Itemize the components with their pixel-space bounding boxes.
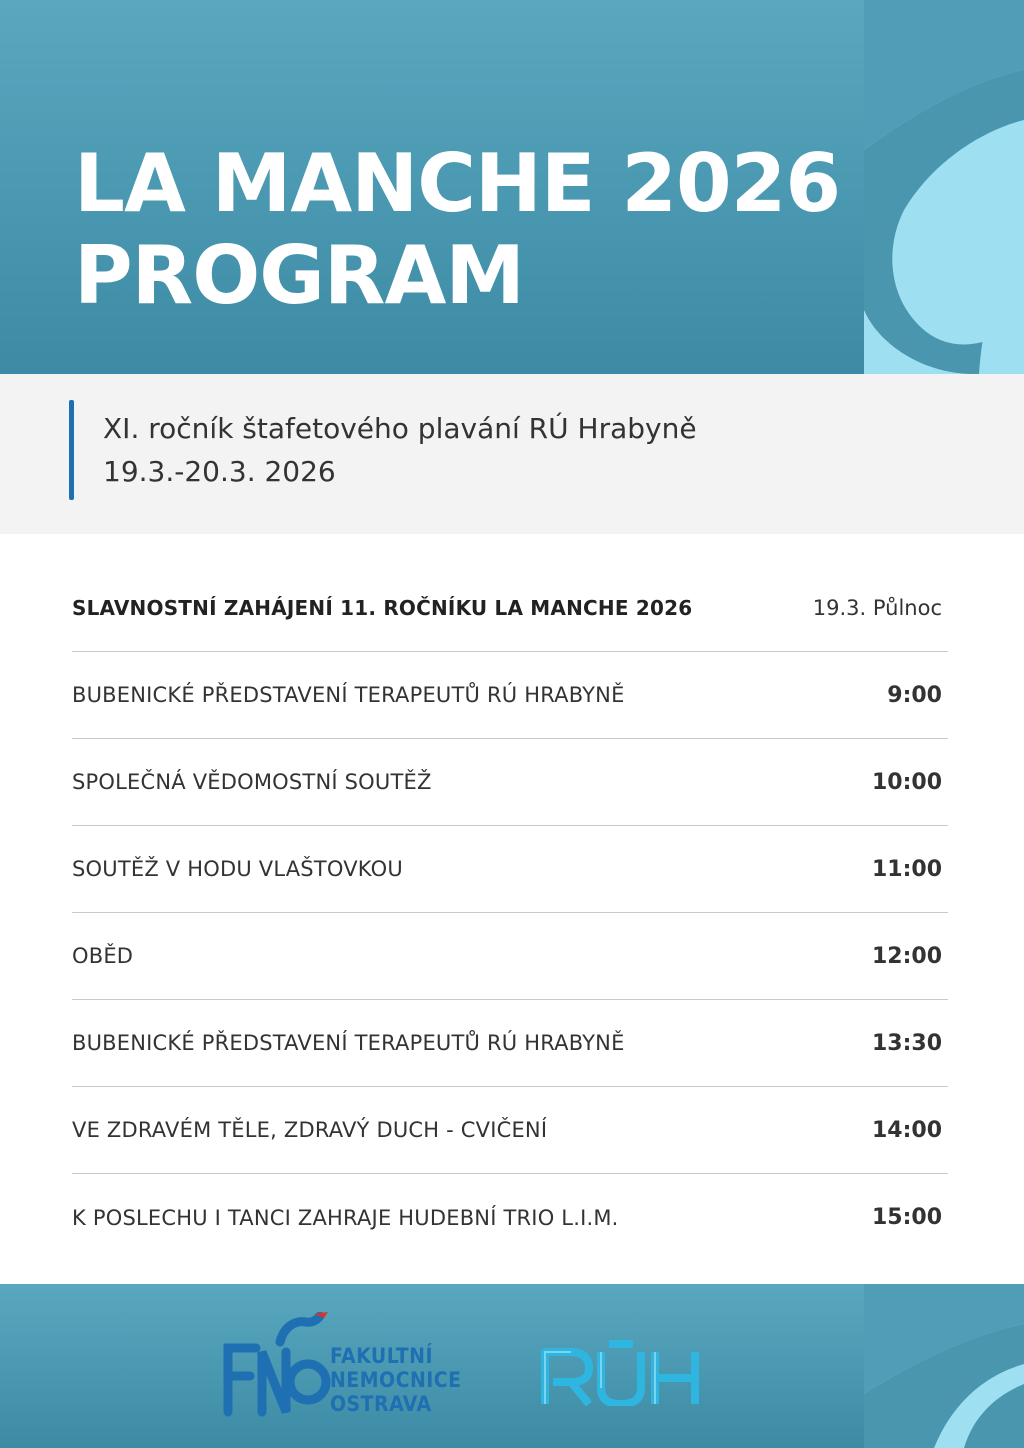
program-event: BUBENICKÉ PŘEDSTAVENÍ TERAPEUTŮ RÚ HRABYNĚ	[72, 683, 625, 707]
program-row	[72, 913, 948, 1000]
title-line-1: LA MANCHE 2026	[74, 137, 841, 230]
program-time: 13:30	[871, 1030, 942, 1056]
program-time: 9:00	[887, 682, 942, 708]
program-row	[72, 739, 948, 826]
program-event: SLAVNOSTNÍ ZAHÁJENÍ 11. ROČNÍKU LA MANCHE 2026	[72, 596, 693, 620]
program-row	[72, 826, 948, 913]
program-row	[72, 652, 948, 739]
fno-line: FAKULTNÍ	[330, 1344, 434, 1368]
subtitle	[103, 407, 697, 493]
program-time: 10:00	[871, 769, 942, 795]
program-time: 15:00	[871, 1205, 942, 1230]
fno-logo-text	[330, 1344, 462, 1416]
program-row	[72, 1174, 948, 1261]
footer-band	[0, 1284, 1024, 1448]
program-list	[72, 565, 948, 1261]
subtitle-accent-bar	[69, 400, 74, 500]
program-time: 19.3. Půlnoc	[812, 596, 942, 620]
title-line-2: PROGRAM	[74, 229, 525, 322]
subtitle-event-name: XI. ročník štafetového plavání RÚ Hrabyně	[103, 412, 697, 445]
ruh-logo-icon	[541, 1338, 703, 1406]
page-title	[74, 138, 840, 322]
fno-logo-icon	[222, 1312, 332, 1418]
program-event: BUBENICKÉ PŘEDSTAVENÍ TERAPEUTŮ RÚ HRABYNĚ	[72, 1031, 625, 1055]
program-event: SPOLEČNÁ VĚDOMOSTNÍ SOUTĚŽ	[72, 770, 432, 794]
program-time: 14:00	[871, 1117, 942, 1143]
subtitle-dates: 19.3.-20.3. 2026	[103, 455, 336, 488]
fno-line: NEMOCNICE	[330, 1368, 462, 1392]
program-event: VE ZDRAVÉM TĚLE, ZDRAVÝ DUCH - CVIČENÍ	[72, 1118, 548, 1142]
program-row	[72, 565, 948, 652]
program-row	[72, 1000, 948, 1087]
program-time: 11:00	[871, 856, 942, 882]
program-event: SOUTĚŽ V HODU VLAŠTOVKOU	[72, 857, 403, 881]
program-event: K POSLECHU I TANCI ZAHRAJE HUDEBNÍ TRIO L.I.M.	[72, 1205, 619, 1230]
program-time: 12:00	[871, 943, 942, 969]
program-row	[72, 1087, 948, 1174]
program-event: OBĚD	[72, 944, 134, 968]
fno-line: OSTRAVA	[330, 1392, 432, 1416]
decorative-swirl-icon	[864, 1284, 1024, 1448]
decorative-swirl-icon	[864, 0, 1024, 374]
